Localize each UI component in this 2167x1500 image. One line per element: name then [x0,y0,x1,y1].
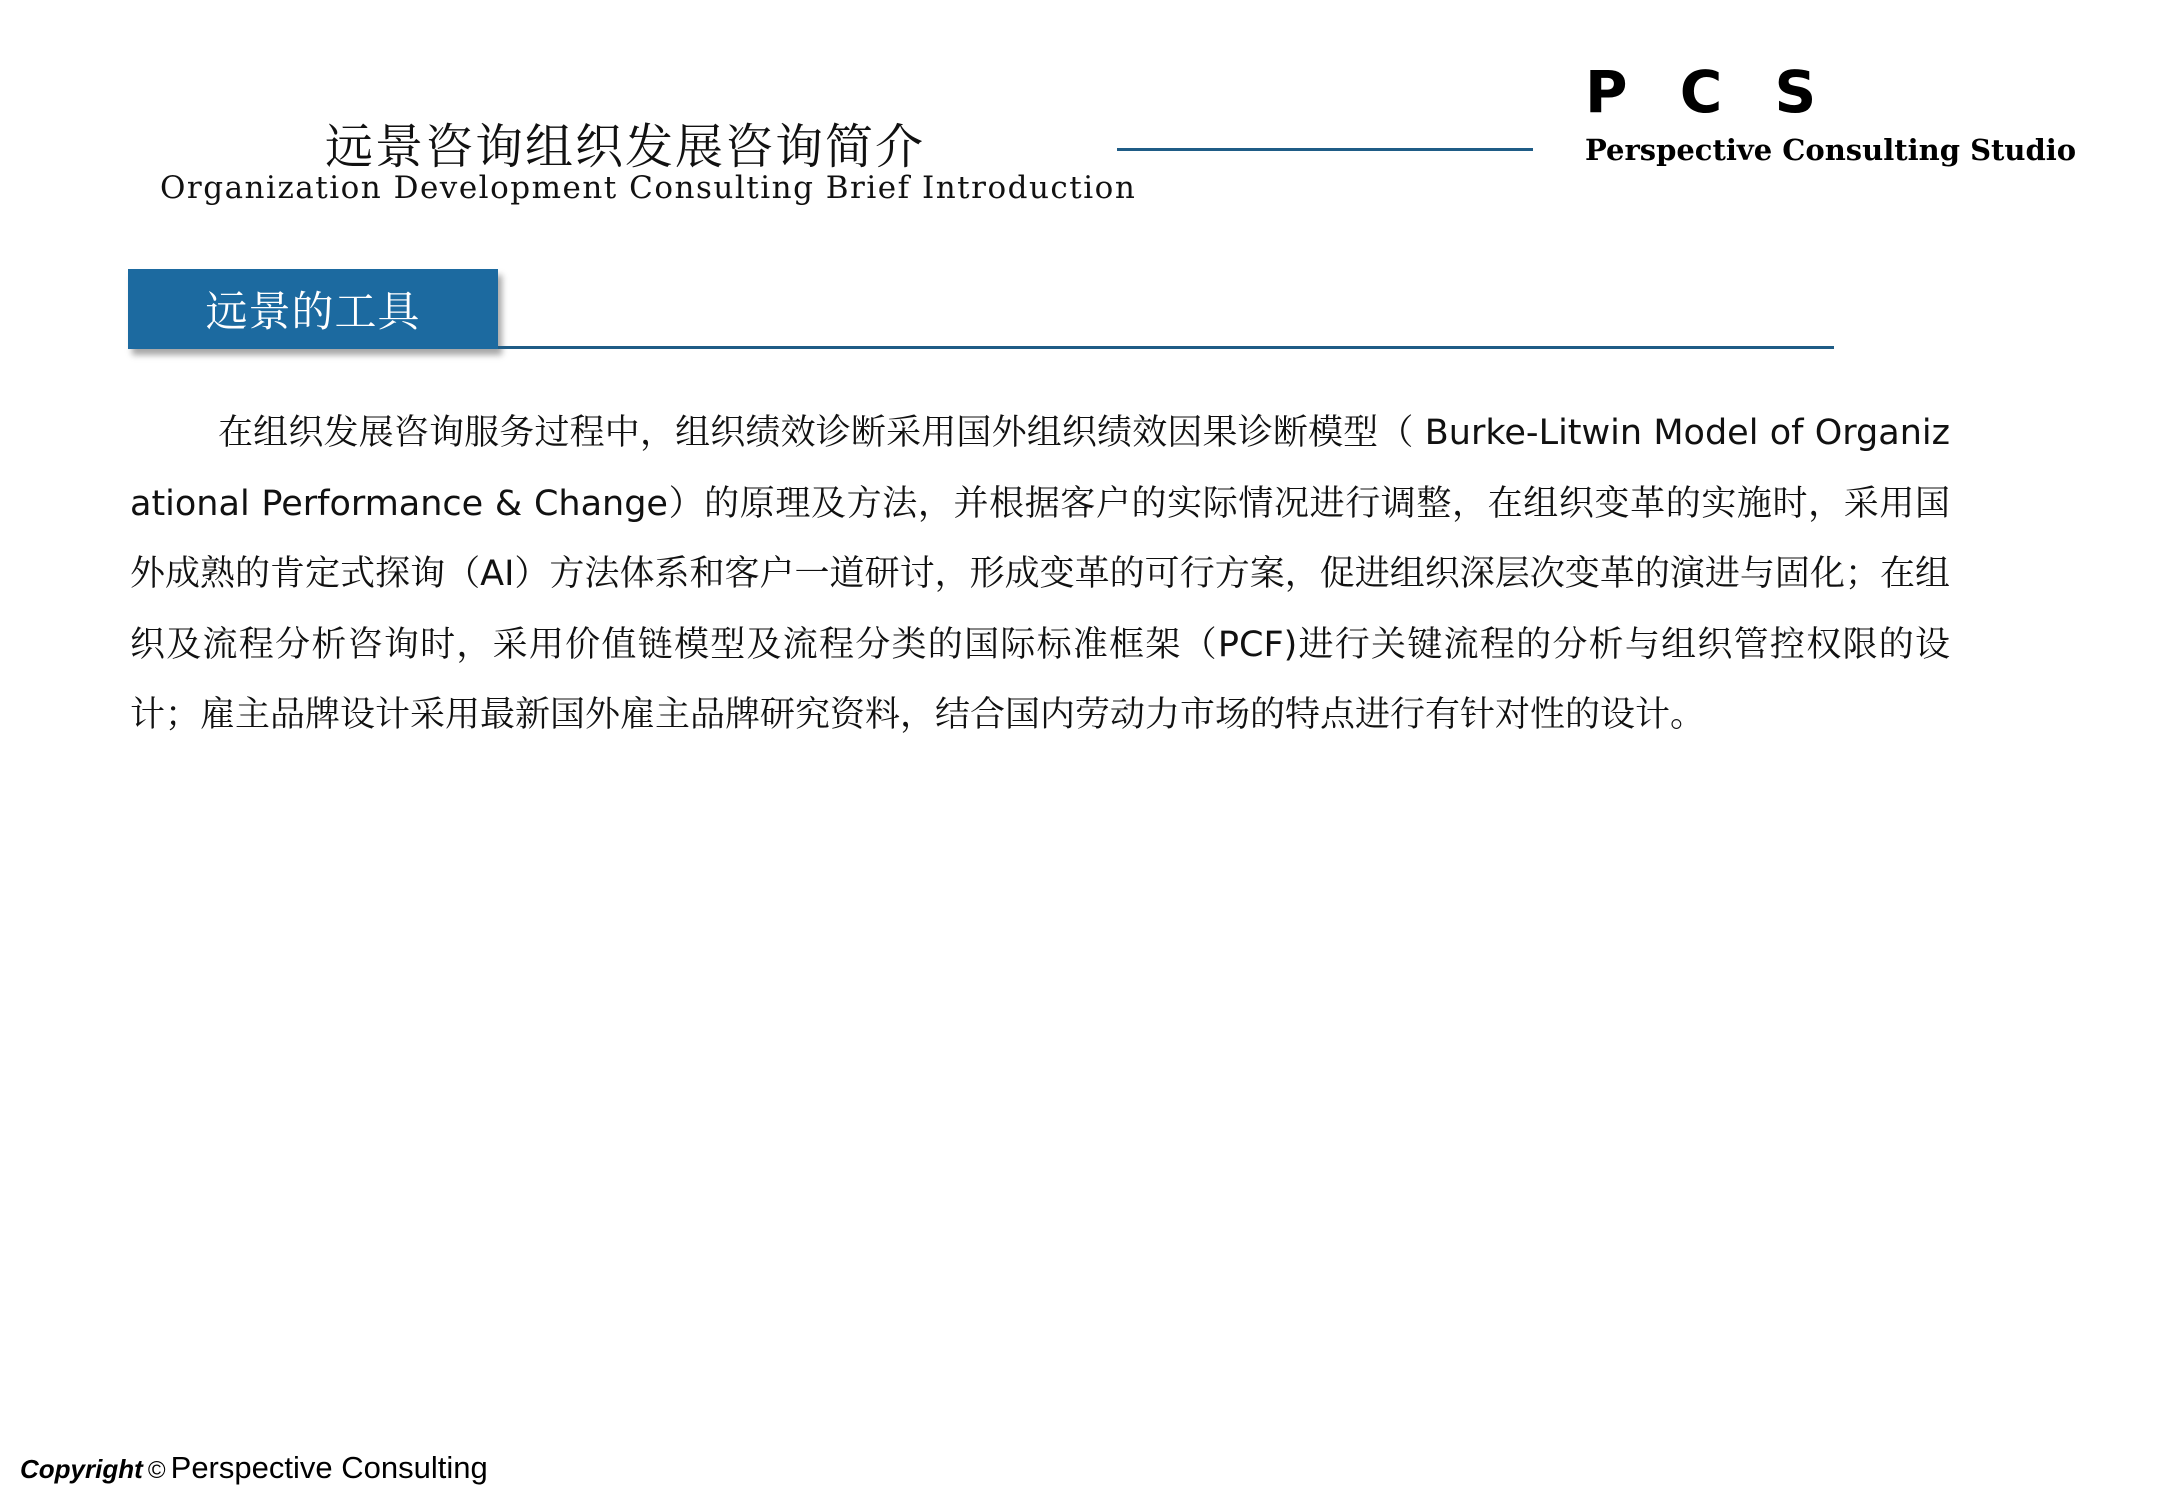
section-divider [498,346,1834,349]
copyright-footer [20,1450,488,1486]
section-tab-label: 远景的工具 [205,287,421,336]
copyright-company: Perspective Consulting [170,1450,488,1485]
body-paragraph: 在组织发展咨询服务过程中，组织绩效诊断采用国外组织绩效因果诊断模型（ Burke-Litwin Model of Organizational Performance & Change）的原理及方法，并根据客户的实际情况进行调整，在组织变革的实施时，采用国外成熟的肯定式探询（AI）方法体系和客户一道研讨，形成变革的可行方案，促进组织深层次变革的演进与固化；在组织及流程分析咨询时，采用价值链模型及流程分类的国际标准框架（PCF)进行关键流程的分析与组织管控权限的设计；雇主品牌设计采用最新国外雇主品牌研究资料，结合国内劳动力市场的特点进行有针对性的设计。 [130,413,1950,735]
page-subtitle: Organization Development Consulting Brief Introduction [160,170,1137,206]
section-tab [128,269,498,349]
copyright-label: Copyright [20,1454,143,1484]
copyright-symbol: © [147,1457,166,1484]
page-title: 远景咨询组织发展咨询简介 [325,119,926,175]
logo-mark: P C S [1585,58,1833,126]
logo-name: Perspective Consulting Studio [1585,133,2077,167]
header-divider [1117,148,1533,151]
